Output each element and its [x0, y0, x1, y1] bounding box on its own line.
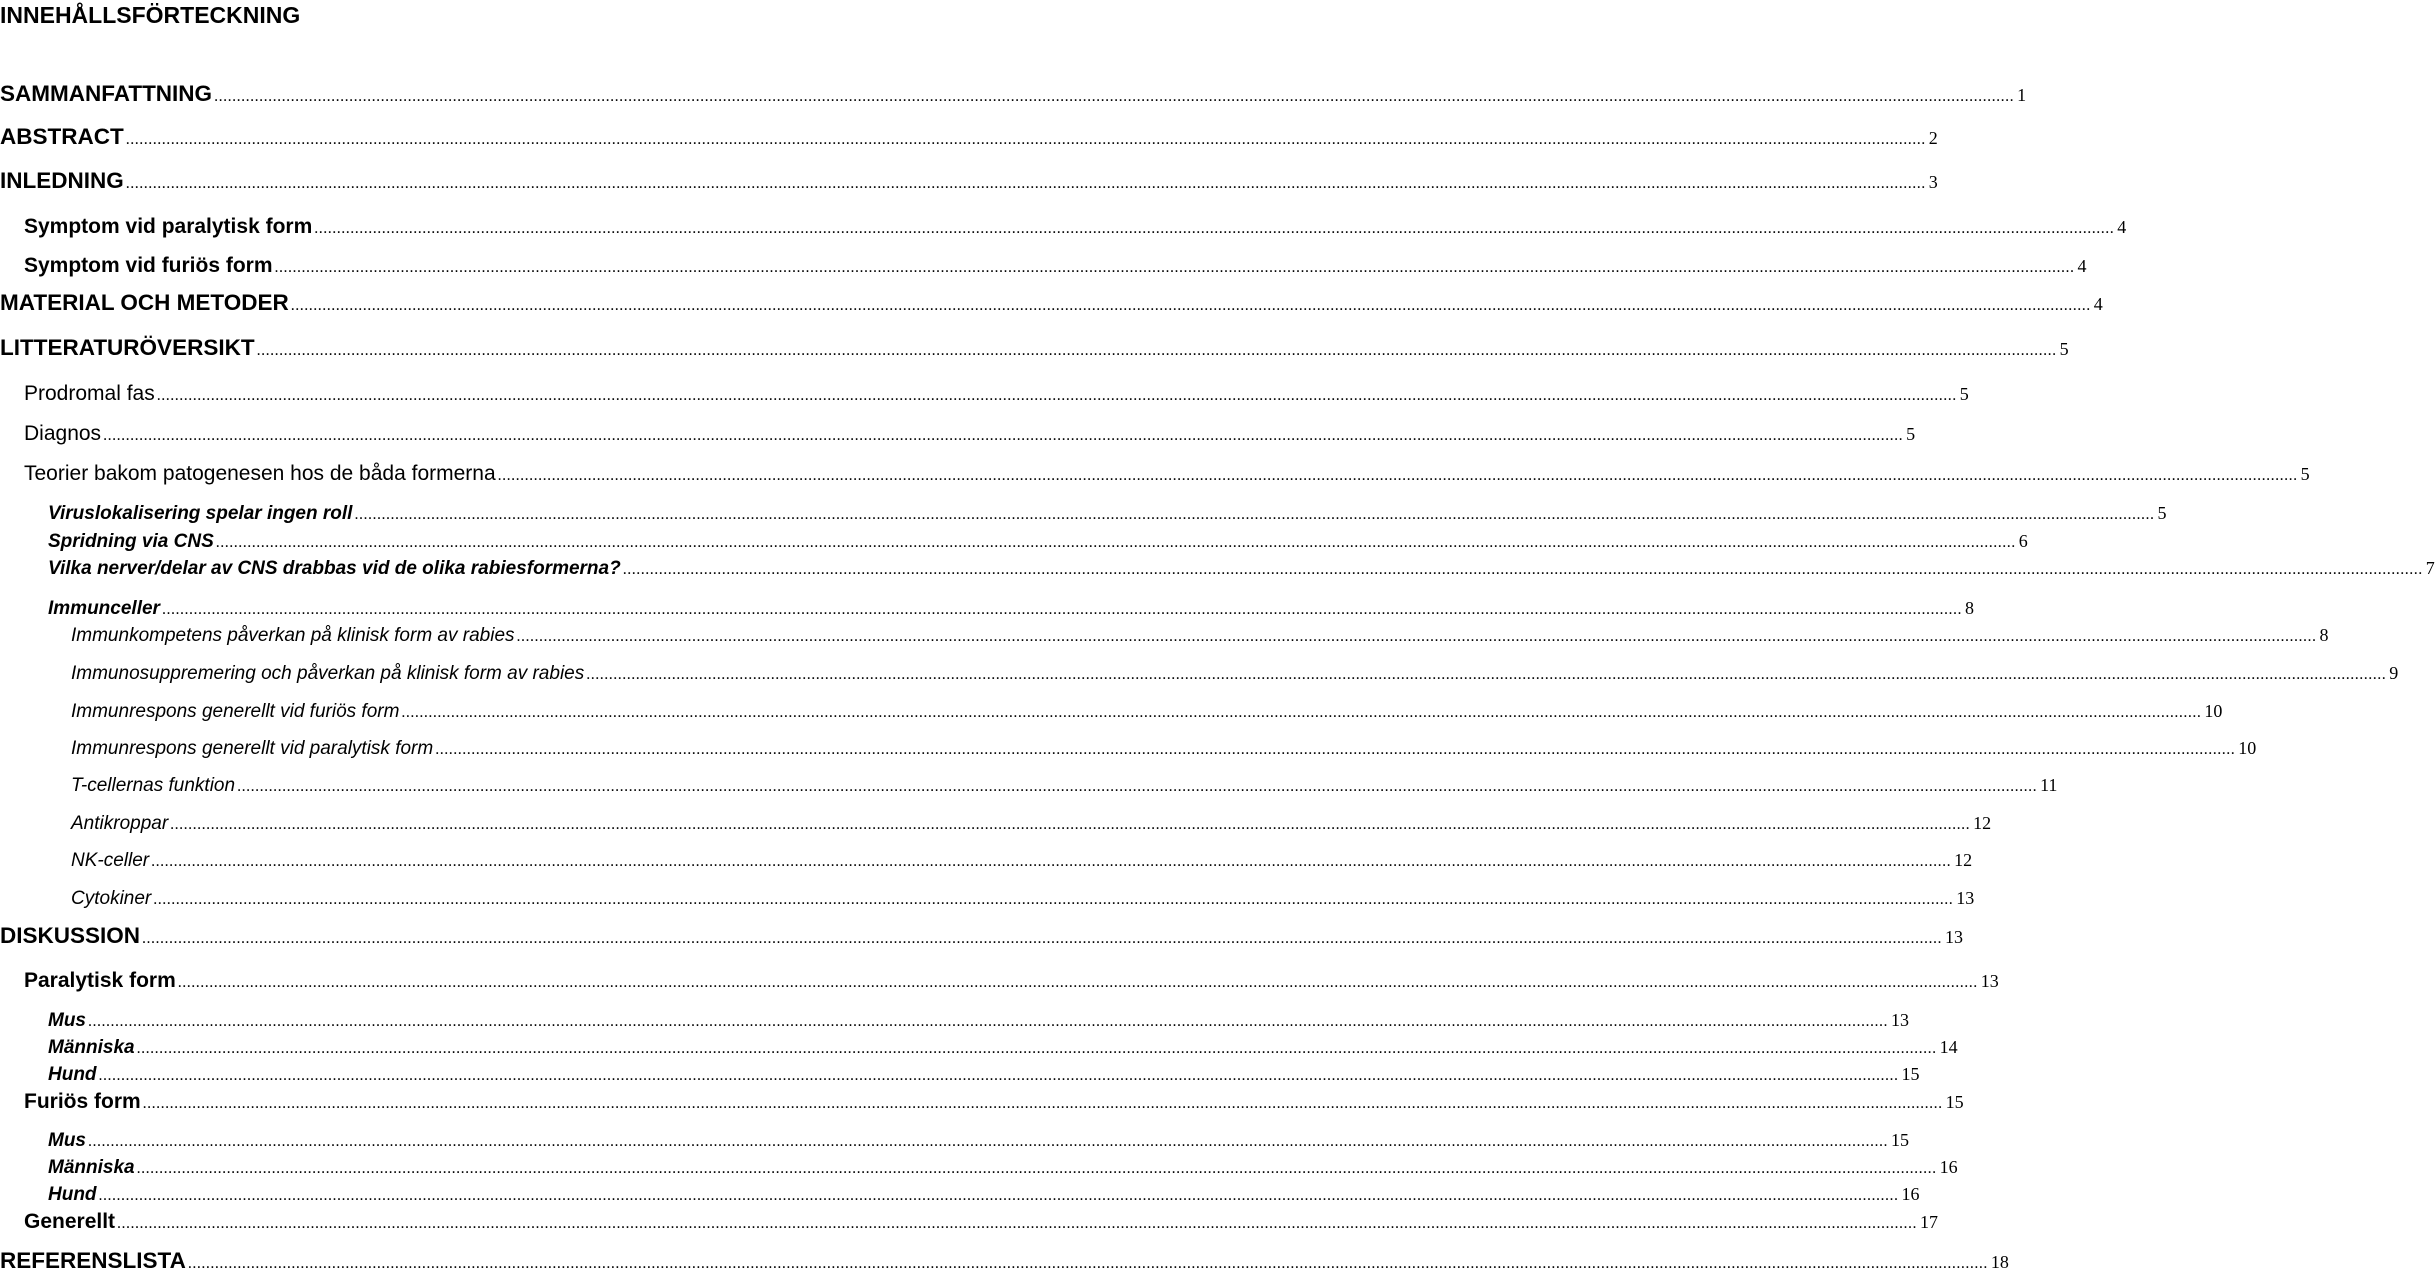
- toc-entry: [0, 1033, 1958, 1063]
- toc-dot-leader: ................................................................................................................................................................................................................................................................................................................................................................................................................: [136, 1040, 1937, 1057]
- toc-entry: [0, 81, 2027, 111]
- toc-entry-link[interactable]: [24, 969, 1999, 993]
- toc-entry-link[interactable]: [48, 1064, 1920, 1086]
- toc-page-number: 5: [1959, 384, 1969, 404]
- toc-entry: [0, 594, 1974, 624]
- toc-entry-label: Diagnos: [24, 422, 102, 445]
- toc-entry-link[interactable]: [48, 598, 1974, 620]
- toc-entry-link[interactable]: [71, 701, 2223, 723]
- toc-entry: [0, 1088, 1964, 1118]
- toc-entry: [0, 809, 1992, 839]
- toc-entry-label: Människa: [48, 1037, 135, 1058]
- toc-entry: [0, 380, 1969, 410]
- toc-entry-label: Mus: [48, 1130, 86, 1151]
- toc-entry-label: Immunrespons generellt vid furiös form: [71, 701, 400, 722]
- toc-entry-label: Spridning via CNS: [48, 531, 214, 552]
- toc-entry-link[interactable]: [24, 382, 1969, 406]
- toc-entry: [0, 967, 1999, 997]
- toc-page-number: 15: [1891, 1130, 1909, 1150]
- toc-page-number: 10: [2204, 701, 2223, 721]
- toc-page-number: 5: [2300, 464, 2310, 484]
- toc-entry-link[interactable]: [24, 1210, 1939, 1234]
- toc-page-number: 6: [2018, 531, 2028, 551]
- toc-entry-link[interactable]: [24, 422, 1916, 446]
- toc-entry: [0, 420, 1916, 450]
- toc-dot-leader: ................................................................................................................................................................................................................................................................................................................................................................................................................: [237, 778, 2038, 795]
- toc-page-number: 5: [1906, 424, 1916, 444]
- toc-entry: [0, 1006, 1909, 1036]
- toc-entry-link[interactable]: [71, 813, 1992, 835]
- toc-entry-link[interactable]: [0, 124, 1938, 150]
- toc-title: INNEHÅLLSFÖRTECKNING: [0, 2, 301, 28]
- toc-entry-label: Immunrespons generellt vid paralytisk form: [71, 738, 434, 759]
- toc-page-number: 5: [2157, 503, 2167, 523]
- toc-dot-leader: ................................................................................................................................................................................................................................................................................................................................................................................................................: [290, 297, 2091, 314]
- toc-entry-label: Immunosuppremering och påverkan på klinisk form av rabies: [71, 663, 585, 684]
- toc-entry-label: Vilka nerver/delar av CNS drabbas vid de olika rabiesformerna?: [48, 558, 621, 579]
- toc-dot-leader: ................................................................................................................................................................................................................................................................................................................................................................................................................: [156, 387, 1957, 404]
- toc-entry: [0, 124, 1938, 154]
- toc-entry-label: MATERIAL OCH METODER: [0, 290, 289, 315]
- toc-entry: [0, 527, 2028, 557]
- toc-page-number: 8: [1964, 598, 1974, 618]
- toc-entry: [0, 1060, 1920, 1090]
- toc-dot-leader: ................................................................................................................................................................................................................................................................................................................................................................................................................: [516, 628, 2317, 645]
- toc-entry-label: ABSTRACT: [0, 124, 124, 149]
- toc-entry-link[interactable]: [24, 462, 2310, 486]
- toc-entry: [0, 168, 1938, 198]
- toc-page-number: 11: [2040, 775, 2058, 795]
- toc-dot-leader: ................................................................................................................................................................................................................................................................................................................................................................................................................: [88, 1013, 1888, 1030]
- toc-page-number: 13: [1891, 1010, 1909, 1030]
- toc-entry-link[interactable]: [0, 81, 2027, 107]
- toc-entry-label: Prodromal fas: [24, 382, 155, 405]
- toc-entry: [0, 1208, 1939, 1238]
- toc-entry-link[interactable]: [24, 215, 2127, 239]
- toc-entry-label: Immunkompetens påverkan på klinisk form av rabies: [71, 625, 515, 646]
- toc-entry-label: Teorier bakom patogenesen hos de båda formerna: [24, 462, 496, 485]
- toc-entry-label: Människa: [48, 1157, 135, 1178]
- toc-entry-label: T-cellernas funktion: [71, 775, 236, 796]
- toc-dot-leader: ................................................................................................................................................................................................................................................................................................................................................................................................................: [354, 506, 2155, 523]
- toc-entry: [0, 499, 2167, 529]
- toc-entry-link[interactable]: [24, 254, 2087, 278]
- toc-dot-leader: ................................................................................................................................................................................................................................................................................................................................................................................................................: [125, 175, 1926, 192]
- toc-entry-link[interactable]: [0, 1248, 2009, 1274]
- toc-entry: [0, 659, 2399, 689]
- toc-entry-link[interactable]: [71, 625, 2329, 647]
- toc-entry: [0, 252, 2087, 282]
- toc-entry: [0, 771, 2058, 801]
- toc-entry-label: NK-celler: [71, 850, 150, 871]
- toc-dot-leader: ................................................................................................................................................................................................................................................................................................................................................................................................................: [497, 467, 2298, 484]
- toc-entry-label: Symptom vid furiös form: [24, 254, 273, 277]
- toc-entry: [0, 460, 2310, 490]
- toc-entry-link[interactable]: [71, 663, 2399, 685]
- toc-page-number: 13: [1980, 971, 1999, 991]
- toc-entry-label: INLEDNING: [0, 168, 124, 193]
- toc-entry-link[interactable]: [71, 738, 2257, 760]
- toc-page-number: 18: [1990, 1252, 2009, 1272]
- toc-entry-label: Immunceller: [48, 598, 160, 619]
- toc-dot-leader: ................................................................................................................................................................................................................................................................................................................................................................................................................: [153, 891, 1954, 908]
- toc-entry: [0, 1180, 1920, 1210]
- toc-entry: [0, 335, 2069, 365]
- toc-page-number: 5: [2059, 339, 2069, 359]
- toc-page-number: 16: [1901, 1184, 1920, 1204]
- toc-entry-label: Generellt: [24, 1210, 116, 1233]
- toc-page-number: 16: [1939, 1157, 1958, 1177]
- toc-entry-label: REFERENSLISTA: [0, 1248, 186, 1273]
- toc-entry-link[interactable]: [0, 335, 2069, 361]
- toc-dot-leader: ................................................................................................................................................................................................................................................................................................................................................................................................................: [142, 1095, 1943, 1112]
- toc-entry-link[interactable]: [0, 923, 1964, 949]
- toc-dot-leader: ................................................................................................................................................................................................................................................................................................................................................................................................................: [98, 1067, 1899, 1084]
- toc-page-number: 15: [1901, 1064, 1920, 1084]
- toc-entry-label: Cytokiner: [71, 888, 152, 909]
- toc-page-number: 3: [1928, 172, 1938, 192]
- toc-entry-link[interactable]: [71, 850, 1973, 872]
- toc-dot-leader: ................................................................................................................................................................................................................................................................................................................................................................................................................: [586, 666, 2387, 683]
- toc-dot-leader: ................................................................................................................................................................................................................................................................................................................................................................................................................: [88, 1133, 1888, 1150]
- toc-page-number: 10: [2238, 738, 2257, 758]
- toc-page-number: 13: [1956, 888, 1975, 908]
- toc-dot-leader: ................................................................................................................................................................................................................................................................................................................................................................................................................: [435, 741, 2236, 758]
- toc-entry-label: LITTERATURÖVERSIKT: [0, 335, 255, 360]
- toc-entry-label: Hund: [48, 1184, 97, 1205]
- toc-entry-link[interactable]: [0, 168, 1938, 194]
- toc-entry-link[interactable]: [48, 531, 2028, 553]
- toc-dot-leader: ................................................................................................................................................................................................................................................................................................................................................................................................................: [214, 88, 2015, 105]
- toc-page-number: 4: [2093, 294, 2103, 314]
- toc-dot-leader: ................................................................................................................................................................................................................................................................................................................................................................................................................: [215, 534, 2016, 551]
- toc-dot-leader: ................................................................................................................................................................................................................................................................................................................................................................................................................: [151, 853, 1952, 870]
- toc-dot-leader: ................................................................................................................................................................................................................................................................................................................................................................................................................: [117, 1215, 1918, 1232]
- toc-entry: [0, 884, 1975, 914]
- toc-dot-leader: ................................................................................................................................................................................................................................................................................................................................................................................................................: [187, 1255, 1988, 1272]
- toc-entry: [0, 923, 1964, 953]
- toc-entry-link[interactable]: [48, 558, 2435, 580]
- toc-entry: [0, 554, 2435, 584]
- toc-page-number: 4: [2077, 256, 2087, 276]
- toc-entry-link[interactable]: [48, 1037, 1958, 1059]
- toc-dot-leader: ................................................................................................................................................................................................................................................................................................................................................................................................................: [161, 601, 1962, 618]
- toc-page-number: 15: [1945, 1092, 1964, 1112]
- toc-entry-label: Antikroppar: [71, 813, 169, 834]
- toc-entry: [0, 213, 2127, 243]
- toc-entry-label: Symptom vid paralytisk form: [24, 215, 313, 238]
- toc-entry-link[interactable]: [0, 290, 2103, 316]
- toc-dot-leader: ................................................................................................................................................................................................................................................................................................................................................................................................................: [170, 816, 1971, 833]
- toc-page-number: 7: [2425, 558, 2435, 578]
- toc-page-number: 8: [2319, 625, 2329, 645]
- toc-entry-link[interactable]: [24, 1090, 1964, 1114]
- toc-entry: [0, 846, 1973, 876]
- toc-entry: [0, 290, 2103, 320]
- toc-page-number: 12: [1954, 850, 1973, 870]
- toc-dot-leader: ................................................................................................................................................................................................................................................................................................................................................................................................................: [103, 427, 1904, 444]
- toc-entry-link[interactable]: [71, 888, 1975, 910]
- toc-entry-link[interactable]: [48, 1010, 1909, 1032]
- toc-dot-leader: ................................................................................................................................................................................................................................................................................................................................................................................................................: [274, 259, 2075, 276]
- toc-entry-link[interactable]: [48, 1184, 1920, 1206]
- toc-entry: [0, 734, 2257, 764]
- toc-dot-leader: ................................................................................................................................................................................................................................................................................................................................................................................................................: [125, 131, 1926, 148]
- toc-page-number: 12: [1973, 813, 1992, 833]
- toc-dot-leader: ................................................................................................................................................................................................................................................................................................................................................................................................................: [142, 930, 1943, 947]
- toc-entry: [0, 1248, 2009, 1278]
- toc-page-number: 1: [2017, 85, 2027, 105]
- toc-entry: [0, 1126, 1909, 1156]
- toc-dot-leader: ................................................................................................................................................................................................................................................................................................................................................................................................................: [401, 704, 2202, 721]
- toc-entry-label: Viruslokalisering spelar ingen roll: [48, 503, 353, 524]
- toc-page-number: 9: [2389, 663, 2399, 683]
- toc-entry-link[interactable]: [71, 775, 2058, 797]
- toc-dot-leader: ................................................................................................................................................................................................................................................................................................................................................................................................................: [98, 1187, 1899, 1204]
- toc-dot-leader: ................................................................................................................................................................................................................................................................................................................................................................................................................: [314, 220, 2115, 237]
- toc-page-number: 13: [1945, 927, 1964, 947]
- toc-entry: [0, 621, 2329, 651]
- toc-dot-leader: ................................................................................................................................................................................................................................................................................................................................................................................................................: [256, 342, 2057, 359]
- toc-entry-label: SAMMANFATTNING: [0, 81, 213, 106]
- toc-entry-link[interactable]: [48, 1130, 1909, 1152]
- toc-entry: [0, 697, 2223, 727]
- toc-entry-label: Hund: [48, 1064, 97, 1085]
- toc-entry-label: Mus: [48, 1010, 86, 1031]
- toc-page-number: 2: [1928, 128, 1938, 148]
- toc-entry: [0, 1153, 1958, 1183]
- toc-page-number: 4: [2117, 217, 2127, 237]
- toc-entry-label: Paralytisk form: [24, 969, 176, 992]
- toc-dot-leader: ................................................................................................................................................................................................................................................................................................................................................................................................................: [136, 1160, 1937, 1177]
- toc-entry-link[interactable]: [48, 503, 2167, 525]
- toc-dot-leader: ................................................................................................................................................................................................................................................................................................................................................................................................................: [622, 561, 2423, 578]
- toc-dot-leader: ................................................................................................................................................................................................................................................................................................................................................................................................................: [177, 974, 1978, 991]
- toc-entry-label: DISKUSSION: [0, 923, 141, 948]
- toc-page-number: 17: [1920, 1212, 1939, 1232]
- toc-entry-label: Furiös form: [24, 1090, 141, 1113]
- toc-page-number: 14: [1939, 1037, 1958, 1057]
- toc-entry-link[interactable]: [48, 1157, 1958, 1179]
